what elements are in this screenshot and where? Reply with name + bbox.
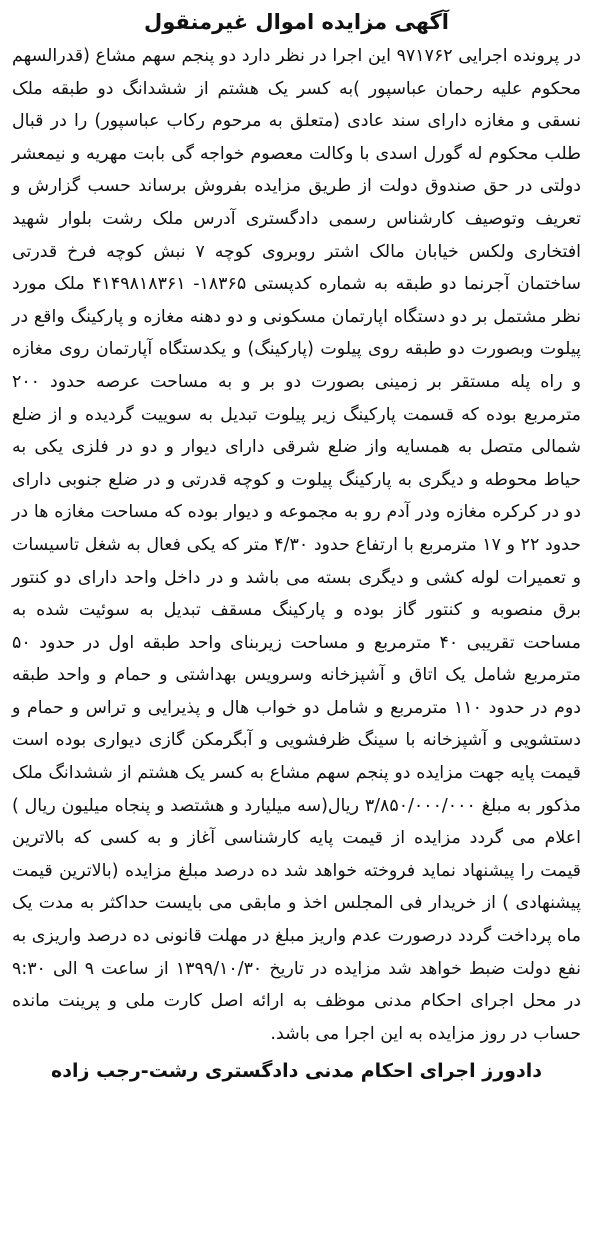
notice-body: در پرونده اجرایی ۹۷۱۷۶۲ این اجرا در نظر دارد دو پنجم سهم مشاع (قدرالسهم محکوم علیه رحمان عباسپور )به کسر یک هشتم از ششدانگ دو طبقه ملک نسقی و مغازه دارای سند عادی (متعلق به مرحوم رکاب عباسپور) را در قبال طلب محکوم له گورل اسدی با وکالت معصوم خواجه گی بابت مهریه و نیمعشر دولتی در حق صندوق دولت از طریق مزایده بفروش برساند حسب گزارش و تعریف وتوصیف کارشناس رسمی دادگستری آدرس ملک رشت بلوار شهید افتخاری ولکس خیابان مالک اشتر روبروی کوچه ۷ نبش کوچه فرخ قدرتی ساختمان آجرنما دو طبقه به شماره کدپستی ۱۸۳۶۵- ۴۱۴۹۸۱۸۳۶۱ ملک مورد نظر مشتمل بر دو دستگاه اپارتمان مسکونی و دو دهنه مغازه و پارکینگ واقع در پیلوت وبصورت دو طبقه روی پیلوت (پارکینگ) و یکدستگاه آپارتمان روی مغازه و راه پله مستقر بر زمینی بصورت دو بر و به مساحت عرصه حدود ۲۰۰ مترمربع بوده که قسمت پارکینگ زیر پیلوت تبدیل به سوییت گردیده و از ضلع شمالی متصل به همسایه واز ضلع شرقی دارای دیوار و دو در فلزی یکی به حیاط محوطه و دیگری به پارکینگ پیلوت و کوچه قدرتی و در ضلع جنوبی دارای دو در کرکره مغازه ودر آدم رو به مجموعه و دیوار بوده که مساحت مغازه ها در حدود ۲۲ و ۱۷ مترمربع با ارتفاع حدود ۴/۳۰ متر که یکی فعال به شغل تاسیسات و تعمیرات لوله کشی و دیگری بسته می باشد و در داخل واحد دارای دو کنتور برق منصوبه و کنتور گاز بوده و پارکینگ مسقف تبدیل به سوئیت شده به مساحت تقریبی ۴۰ مترمربع و مساحت زیربنای واحد طبقه اول در حدود ۵۰ مترمربع شامل یک اتاق و آشپزخانه وسرویس بهداشتی و حمام و واحد طبقه دوم در حدود ۱۱۰ مترمربع و شامل دو خواب هال و پذیرایی و تراس و حمام و دستشویی و آشپزخانه با سینگ ظرفشویی و آبگرمکن گازی دیواری بوده است قیمت پایه جهت مزایده دو پنجم سهم مشاع به کسر یک هشتم از ششدانگ ملک مذکور به مبلغ ۳/۸۵۰/۰۰۰/۰۰۰ ریال(سه میلیارد و هشتصد و پنجاه میلیون ریال ) اعلام می گردد مزایده از قیمت پایه کارشناسی آغاز و به کسی که بالاترین قیمت را پیشنهاد نماید فروخته خواهد شد ده درصد مبلغ مزایده (بالاترین قیمت پیشنهادی ) از خریدار فی المجلس اخذ و مابقی می بایست حداکثر به مدت یک ماه پرداخت گردد درصورت عدم واریز مبلغ در مهلت قانونی ده درصد واریزی به نفع دولت ضبط خواهد شد مزایده در تاریخ ۱۳۹۹/۱۰/۳۰ از ساعت ۹ الی ۹:۳۰ در محل اجرای احکام مدنی موظف به ارائه اصل کارت ملی و پرینت مانده حساب در روز مزایده به این اجرا می باشد.	[12, 46, 581, 1044]
notice-signature: دادورز اجرای احکام مدنی دادگستری رشت-رجب زاده	[51, 1060, 542, 1083]
notice-title: آگهی مزایده اموال غیرمنقول	[144, 10, 449, 34]
